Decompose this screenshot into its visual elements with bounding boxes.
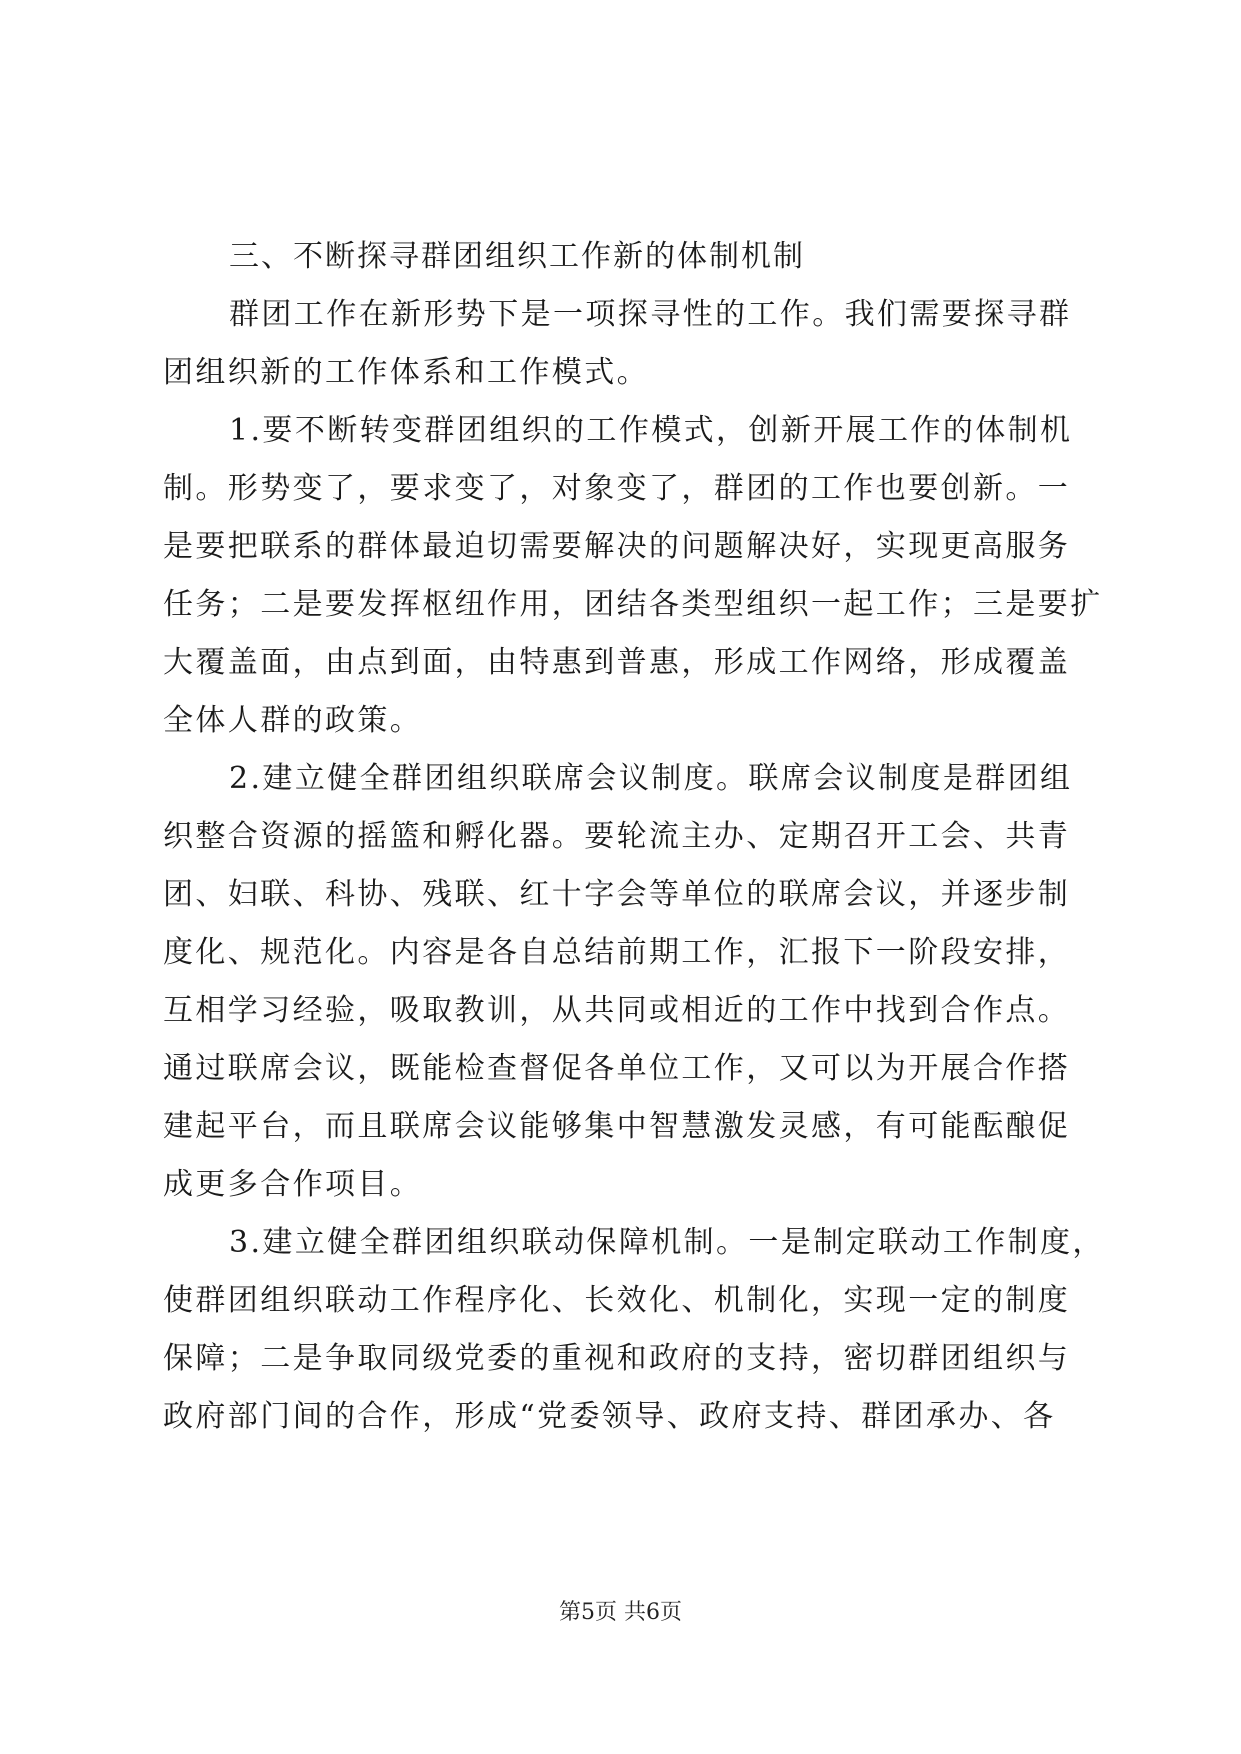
page-number-footer: 第5页 共6页 (559, 1600, 682, 1625)
text-line: 互相学习经验，吸取教训，从共同或相近的工作中找到合作点。 (163, 993, 1071, 1028)
paragraph-item-1 (163, 402, 1103, 750)
text-line: 1.要不断转变群团组织的工作模式，创新开展工作的体制机 (229, 413, 1073, 448)
text-line: 织整合资源的摇篮和孵化器。要轮流主办、定期召开工会、共青 (163, 819, 1071, 854)
paragraph-item-3 (163, 1214, 1105, 1446)
text-line: 团、妇联、科协、残联、红十字会等单位的联席会议，并逐步制 (163, 877, 1071, 912)
text-line: 建起平台，而且联席会议能够集中智慧激发灵感，有可能酝酿促 (163, 1109, 1071, 1144)
text-line: 任务；二是要发挥枢纽作用，团结各类型组织一起工作；三是要扩 (163, 587, 1103, 622)
paragraph-intro (163, 286, 1083, 402)
text-line: 是要把联系的群体最迫切需要解决的问题解决好，实现更高服务 (163, 529, 1071, 564)
section-heading: 三、不断探寻群团组织工作新的体制机制 (229, 239, 805, 274)
text-line: 全体人群的政策。 (163, 703, 423, 738)
text-line: 制。形势变了，要求变了，对象变了，群团的工作也要创新。一 (163, 471, 1071, 506)
text-line: 3.建立健全群团组织联动保障机制。一是制定联动工作制度， (229, 1225, 1105, 1260)
text-line: 保障；二是争取同级党委的重视和政府的支持，密切群团组织与 (163, 1341, 1071, 1376)
text-line: 政府部门间的合作，形成“党委领导、政府支持、群团承办、各 (163, 1399, 1056, 1434)
paragraph-item-2 (163, 750, 1083, 1214)
text-line: 使群团组织联动工作程序化、长效化、机制化，实现一定的制度 (163, 1283, 1071, 1318)
document-body (163, 228, 1105, 1446)
text-line: 群团工作在新形势下是一项探寻性的工作。我们需要探寻群 (229, 297, 1072, 332)
text-line: 2.建立健全群团组织联席会议制度。联席会议制度是群团组 (229, 761, 1073, 796)
text-line: 成更多合作项目。 (163, 1167, 423, 1202)
text-line: 通过联席会议，既能检查督促各单位工作，又可以为开展合作搭 (163, 1051, 1071, 1086)
text-line: 大覆盖面，由点到面，由特惠到普惠，形成工作网络，形成覆盖 (163, 645, 1071, 680)
text-line: 度化、规范化。内容是各自总结前期工作，汇报下一阶段安排， (163, 935, 1071, 970)
text-line: 团组织新的工作体系和工作模式。 (163, 355, 649, 390)
